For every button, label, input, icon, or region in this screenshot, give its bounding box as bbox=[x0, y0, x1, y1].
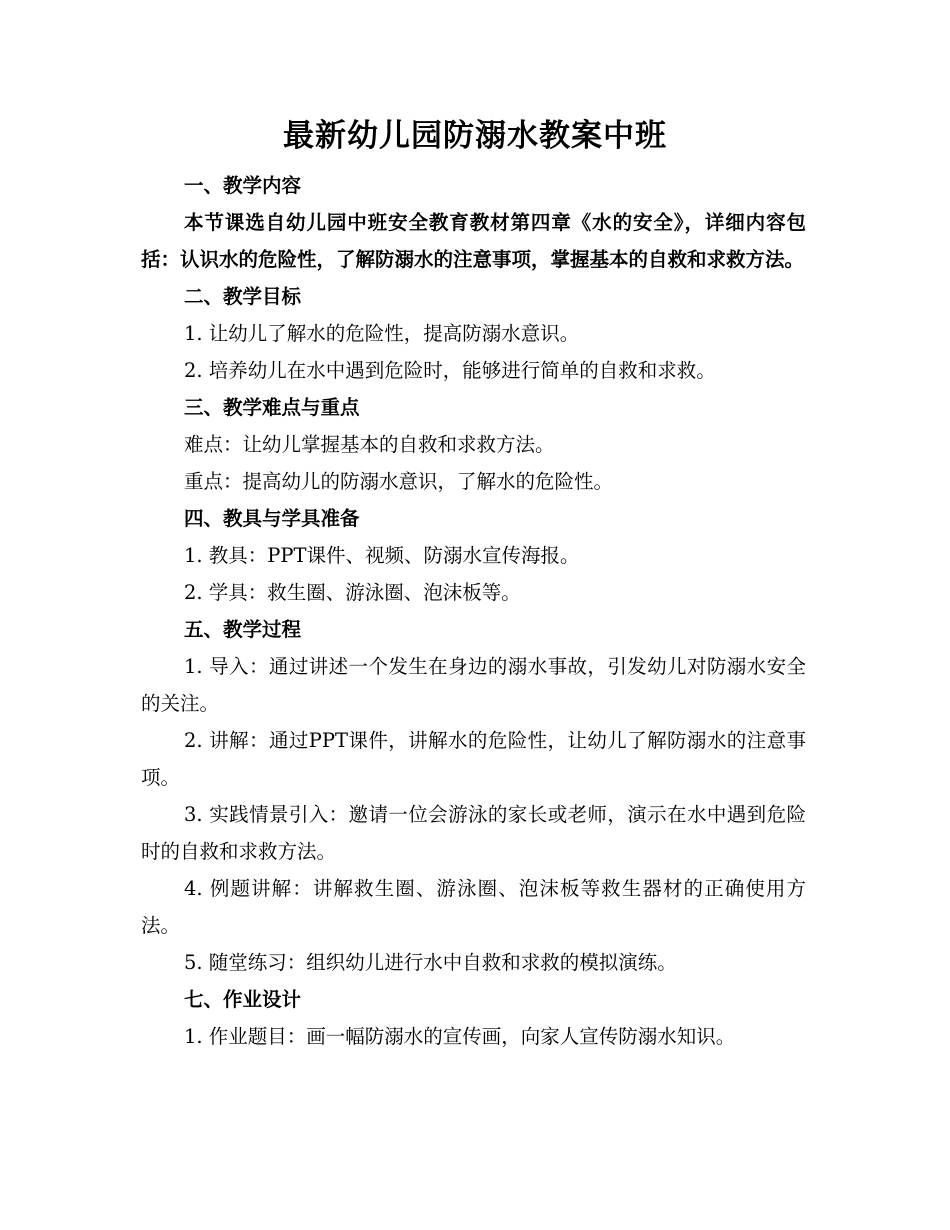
goal-item-1: 1. 让幼儿了解水的危险性，提高防溺水意识。 bbox=[184, 322, 580, 345]
section-heading-content: 一、教学内容 bbox=[184, 174, 302, 197]
process-item-3: 3. 实践情景引入：邀请一位会游泳的家长或老师，演示在水中遇到危险时的自救和求救方法。 bbox=[141, 803, 806, 863]
section-heading-homework: 七、作业设计 bbox=[184, 988, 302, 1011]
section-heading-process: 五、教学过程 bbox=[184, 618, 302, 641]
document-title: 最新幼儿园防溺水教案中班 bbox=[283, 118, 667, 154]
section-heading-materials: 四、教具与学具准备 bbox=[184, 507, 360, 530]
process-item-2: 2. 讲解：通过PPT课件，讲解水的危险性，让幼儿了解防溺水的注意事项。 bbox=[141, 729, 806, 789]
section-heading-goals: 二、教学目标 bbox=[184, 285, 302, 308]
document-body bbox=[141, 167, 806, 1055]
difficulty-paragraph: 难点：让幼儿掌握基本的自救和求救方法。 bbox=[184, 433, 555, 456]
content-paragraph: 本节课选自幼儿园中班安全教育教材第四章《水的安全》，详细内容包括：认识水的危险性，了解防溺水的注意事项，掌握基本的自救和求救方法。 bbox=[141, 211, 806, 271]
process-item-4: 4. 例题讲解：讲解救生圈、游泳圈、泡沫板等救生器材的正确使用方法。 bbox=[141, 877, 806, 937]
process-item-1: 1. 导入：通过讲述一个发生在身边的溺水事故，引发幼儿对防溺水安全的关注。 bbox=[141, 655, 806, 715]
process-item-5: 5. 随堂练习：组织幼儿进行水中自救和求救的模拟演练。 bbox=[184, 951, 677, 974]
materials-item-2: 2. 学具：救生圈、游泳圈、泡沫板等。 bbox=[184, 581, 521, 604]
focus-paragraph: 重点：提高幼儿的防溺水意识，了解水的危险性。 bbox=[184, 470, 614, 493]
section-heading-key-points: 三、教学难点与重点 bbox=[184, 396, 360, 419]
homework-item-1: 1. 作业题目：画一幅防溺水的宣传画，向家人宣传防溺水知识。 bbox=[184, 1025, 736, 1048]
goal-item-2: 2. 培养幼儿在水中遇到危险时，能够进行简单的自救和求救。 bbox=[184, 359, 716, 382]
materials-item-1: 1. 教具：PPT课件、视频、防溺水宣传海报。 bbox=[184, 544, 580, 567]
